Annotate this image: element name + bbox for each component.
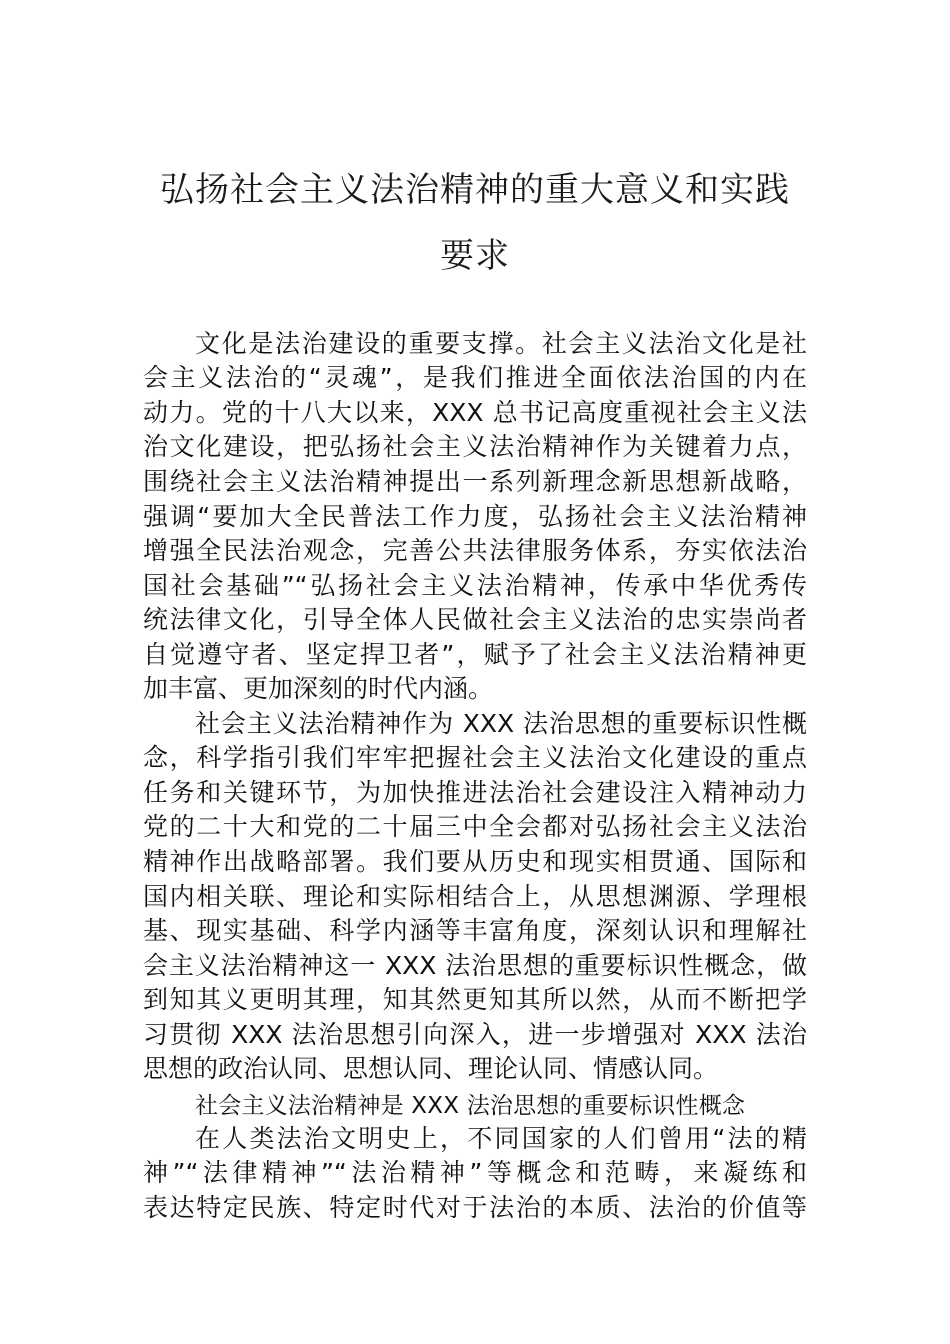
body-line: 强调“要加大全民普法工作力度，弘扬社会主义法治精神 xyxy=(143,502,807,531)
body-line: 社会主义法治精神作为 XXX 法治思想的重要标识性概 xyxy=(195,709,807,738)
body-line: 自觉遵守者、坚定捍卫者”，赋予了社会主义法治精神更 xyxy=(143,640,807,669)
body-line: 统法律文化，引导全体人民做社会主义法治的忠实崇尚者 xyxy=(143,605,807,634)
body-line: 围绕社会主义法治精神提出一系列新理念新思想新战略， xyxy=(143,467,807,496)
document-title-line-1: 弘扬社会主义法治精神的重大意义和实践 xyxy=(160,170,790,210)
body-line: 国内相关联、理论和实际相结合上，从思想渊源、学理根 xyxy=(143,882,807,911)
body-line: 党的二十大和党的二十届三中全会都对弘扬社会主义法治 xyxy=(143,812,807,841)
body-line: 治文化建设，把弘扬社会主义法治精神作为关键着力点， xyxy=(143,432,807,461)
body-line: 会主义法治的“灵魂”，是我们推进全面依法治国的内在 xyxy=(143,363,807,392)
body-line: 会主义法治精神这一 XXX 法治思想的重要标识性概念，做 xyxy=(143,951,807,980)
body-line: 文化是法治建设的重要支撑。社会主义法治文化是社 xyxy=(195,329,807,358)
body-line: 在人类法治文明史上，不同国家的人们曾用“法的精 xyxy=(195,1124,807,1153)
body-line: 动力。党的十八大以来，XXX 总书记高度重视社会主义法 xyxy=(143,398,807,427)
body-line: 念，科学指引我们牢牢把握社会主义法治文化建设的重点 xyxy=(143,743,807,772)
document-title-line-2: 要求 xyxy=(440,236,510,276)
body-line: 神”“法律精神”“法治精神”等概念和范畴，来凝练和 xyxy=(143,1158,807,1187)
body-line: 思想的政治认同、思想认同、理论认同、情感认同。 xyxy=(143,1054,719,1083)
body-line: 习贯彻 XXX 法治思想引向深入，进一步增强对 XXX 法治 xyxy=(143,1020,807,1049)
section-heading: 社会主义法治精神是 XXX 法治思想的重要标识性概念 xyxy=(195,1093,746,1119)
body-line: 基、现实基础、科学内涵等丰富角度，深刻认识和理解社 xyxy=(143,916,807,945)
body-line: 国社会基础”“弘扬社会主义法治精神，传承中华优秀传 xyxy=(143,571,807,600)
body-line: 增强全民法治观念，完善公共法律服务体系，夯实依法治 xyxy=(143,536,807,565)
body-line: 精神作出战略部署。我们要从历史和现实相贯通、国际和 xyxy=(143,847,807,876)
body-line: 加丰富、更加深刻的时代内涵。 xyxy=(143,674,494,703)
body-line: 任务和关键环节，为加快推进法治社会建设注入精神动力 xyxy=(143,778,807,807)
body-line: 到知其义更明其理，知其然更知其所以然，从而不断把学 xyxy=(143,985,807,1014)
body-line: 表达特定民族、特定时代对于法治的本质、法治的价值等 xyxy=(143,1193,807,1222)
